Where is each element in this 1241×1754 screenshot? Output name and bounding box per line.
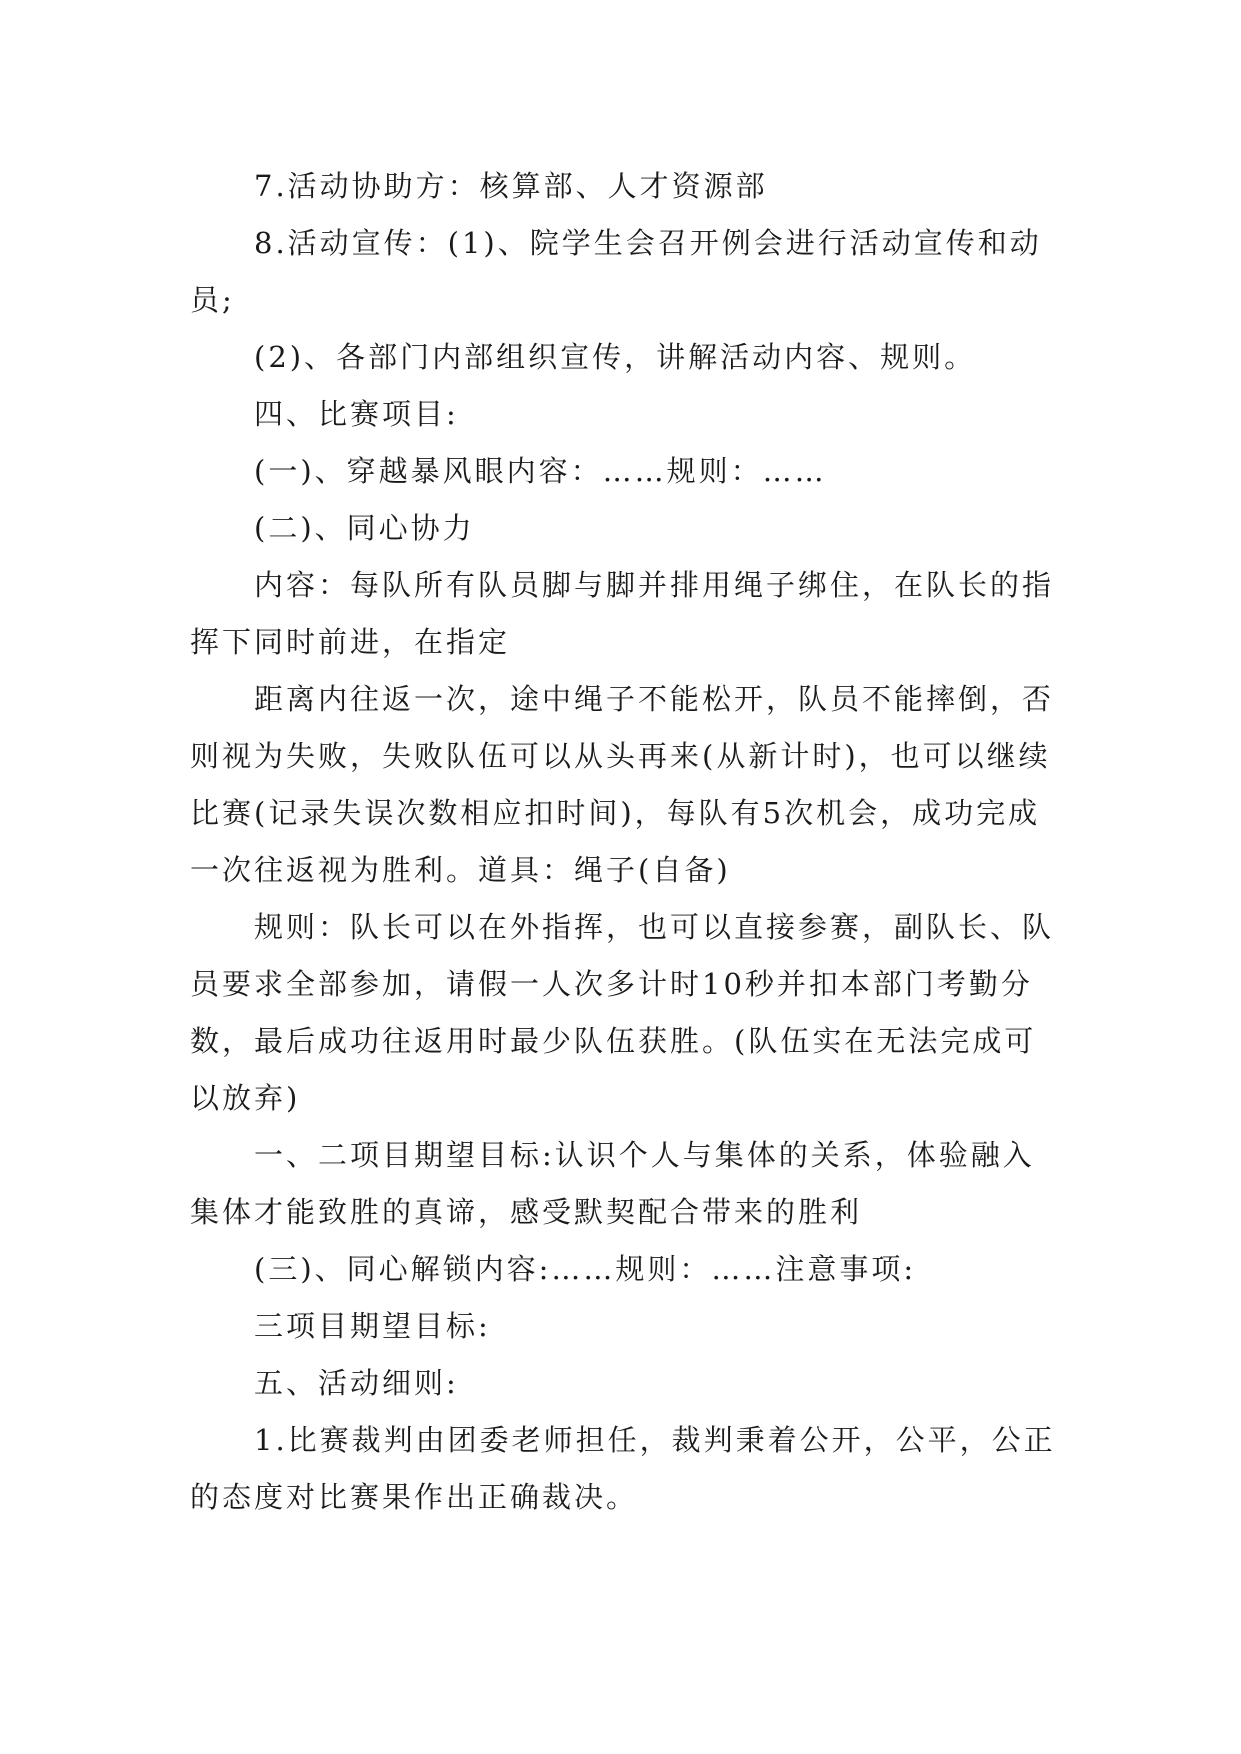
heading-competition-items: 四、比赛项目: <box>254 397 459 431</box>
paragraph-item-three: (三)、同心解锁内容:……规则：……注意事项: <box>254 1252 917 1286</box>
paragraph-item-two-details: 距离内往返一次，途中绳子不能松开，队员不能摔倒，否则视为失败，失败队伍可以从头再来(从新计时)，也可以继续比赛(记录失误次数相应扣时间)，每队有5次机会，成功完成一次往返视为胜利。道具：绳子(自备) <box>190 682 1055 887</box>
paragraph-publicity-departments: (2)、各部门内部组织宣传，讲解活动内容、规则。 <box>254 340 977 374</box>
paragraph-assisting-parties: 7.活动协助方：核算部、人才资源部 <box>254 169 768 203</box>
heading-activity-rules: 五、活动细则: <box>254 1366 459 1400</box>
paragraph-item-two-content: 内容：每队所有队员脚与脚并排用绳子绑住，在队长的指挥下同时前进，在指定 <box>190 568 1055 659</box>
paragraph-item-one: (一)、穿越暴风眼内容：……规则：…… <box>254 454 827 488</box>
paragraph-goals-one-two: 一、二项目期望目标:认识个人与集体的关系，体验融入集体才能致胜的真谛，感受默契配合带来的胜利 <box>190 1138 1035 1229</box>
paragraph-referee: 1.比赛裁判由团委老师担任，裁判秉着公开，公平，公正的态度对比赛果作出正确裁决。 <box>190 1423 1056 1514</box>
paragraph-goals-three: 三项目期望目标: <box>254 1309 491 1343</box>
heading-item-two: (二)、同心协力 <box>254 511 475 545</box>
paragraph-item-two-rules: 规则：队长可以在外指挥，也可以直接参赛，副队长、队员要求全部参加，请假一人次多计时10秒并扣本部门考勤分数，最后成功往返用时最少队伍获胜。(队伍实在无法完成可以放弃) <box>190 910 1055 1115</box>
document-body <box>190 158 1060 1526</box>
paragraph-publicity: 8.活动宣传：(1)、院学生会召开例会进行活动宣传和动员; <box>190 226 1042 317</box>
